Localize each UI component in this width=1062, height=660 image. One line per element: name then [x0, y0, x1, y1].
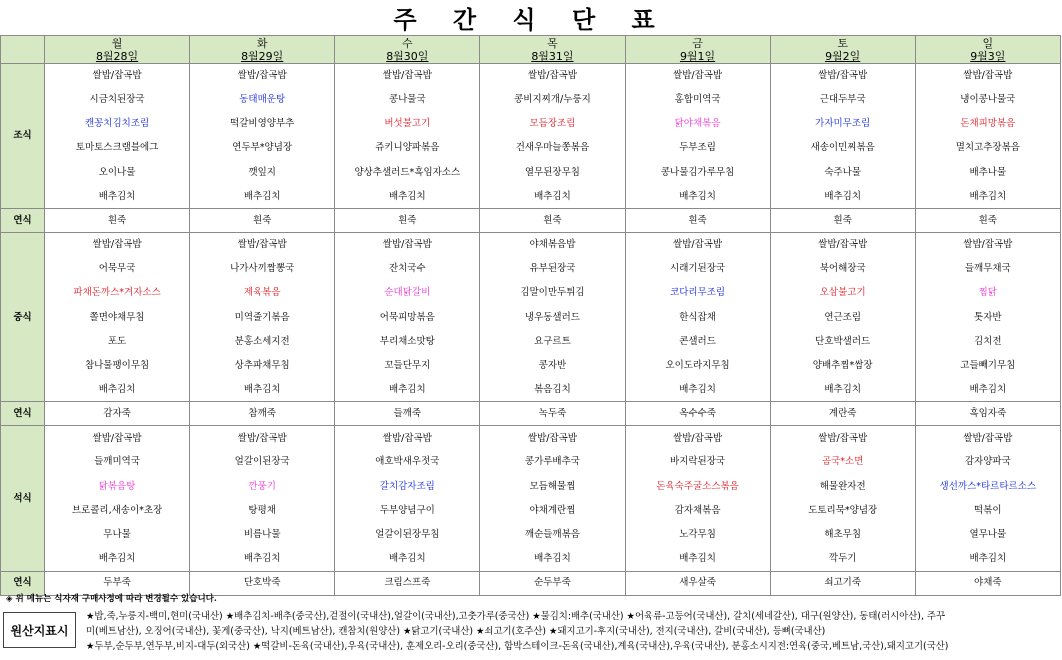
porridge-item: 녹두죽 [480, 402, 625, 426]
menu-item: 배추김치 [915, 184, 1060, 208]
origin-label: 원산지표시 [3, 612, 76, 648]
menu-item: 도토리묵*양념장 [770, 499, 915, 523]
menu-item: 야채볶음밥 [480, 233, 625, 257]
menu-item: 배추김치 [45, 184, 190, 208]
day-header [480, 36, 625, 64]
menu-item: 열무된장무침 [480, 160, 625, 184]
menu-item: 콩자반 [480, 354, 625, 378]
day-date: 9월3일 [970, 49, 1006, 63]
menu-item: 배추김치 [480, 547, 625, 571]
porridge-item: 흰죽 [335, 209, 480, 233]
menu-item: 깐풍기 [190, 474, 335, 498]
menu-item: 쌀밥/잡곡밥 [190, 64, 335, 88]
menu-item: 떡갈비영양부추 [190, 112, 335, 136]
menu-item: 유부된장국 [480, 257, 625, 281]
porridge-item: 두부죽 [45, 571, 190, 595]
snack2-row [1, 402, 1061, 426]
menu-item: 감자채볶음 [625, 499, 770, 523]
menu-item: 시래기된장국 [625, 257, 770, 281]
porridge-item: 크림스프죽 [335, 571, 480, 595]
menu-item: 쌀밥/잡곡밥 [335, 426, 480, 450]
menu-item: 해물완자전 [770, 474, 915, 498]
menu-item: 오이도라지무침 [625, 354, 770, 378]
porridge-item: 흰죽 [625, 209, 770, 233]
menu-item: 브로콜리,새송이*초장 [45, 499, 190, 523]
meal-label-snack3: 연식 [1, 571, 45, 595]
menu-item: 가자미무조림 [770, 112, 915, 136]
menu-item: 김말이만두튀김 [480, 281, 625, 305]
meal-label-snack1: 연식 [1, 209, 45, 233]
menu-item: 배추김치 [625, 184, 770, 208]
menu-item: 꼬들단무지 [335, 354, 480, 378]
meal-label-breakfast: 조식 [1, 64, 45, 209]
menu-item: 배추김치 [770, 378, 915, 402]
day-name: 토 [837, 36, 848, 50]
menu-item: 배추김치 [335, 184, 480, 208]
menu-item: 연두부*양념장 [190, 136, 335, 160]
meal-label-snack2: 연식 [1, 402, 45, 426]
menu-item: 배추김치 [190, 547, 335, 571]
porridge-item: 야채죽 [915, 571, 1060, 595]
menu-item: 볶음김치 [480, 378, 625, 402]
menu-item: 어묵피망볶음 [335, 305, 480, 329]
menu-item: 곰국*소면 [770, 450, 915, 474]
breakfast-row [1, 160, 1061, 184]
menu-item: 양상추샐러드*흑임자소스 [335, 160, 480, 184]
menu-item: 시금치된장국 [45, 88, 190, 112]
menu-item: 파채돈까스*겨자소스 [45, 281, 190, 305]
menu-item: 쥬키니양파볶음 [335, 136, 480, 160]
snack1-row [1, 209, 1061, 233]
porridge-item: 들깨죽 [335, 402, 480, 426]
menu-item: 양배추찜*쌈장 [770, 354, 915, 378]
menu-item: 닭볶음탕 [45, 474, 190, 498]
page-title: 주 간 식 단 표 [393, 5, 669, 34]
menu-item: 배추김치 [335, 547, 480, 571]
meal-label-lunch: 중식 [1, 233, 45, 402]
menu-item: 깨순들깨볶음 [480, 523, 625, 547]
porridge-item: 흰죽 [915, 209, 1060, 233]
menu-item: 배추김치 [770, 184, 915, 208]
menu-item: 배추김치 [915, 547, 1060, 571]
porridge-item: 흑임자죽 [915, 402, 1060, 426]
menu-item: 비름나물 [190, 523, 335, 547]
porridge-item: 참깨죽 [190, 402, 335, 426]
menu-item: 쌀밥/잡곡밥 [625, 426, 770, 450]
menu-item: 찜닭 [915, 281, 1060, 305]
menu-item: 배추김치 [480, 184, 625, 208]
porridge-item: 흰죽 [45, 209, 190, 233]
porridge-item: 감자죽 [45, 402, 190, 426]
menu-item: 얼갈이된장무침 [335, 523, 480, 547]
menu-item: 요구르트 [480, 329, 625, 353]
menu-item: 떡볶이 [915, 499, 1060, 523]
day-header [770, 36, 915, 64]
menu-item: 해초무침 [770, 523, 915, 547]
menu-item: 잔치국수 [335, 257, 480, 281]
menu-item: 포도 [45, 329, 190, 353]
menu-item: 야채계란찜 [480, 499, 625, 523]
day-name: 일 [982, 36, 994, 50]
lunch-row [1, 329, 1061, 353]
menu-item: 코다리무조림 [625, 281, 770, 305]
menu-item: 참나물팽이무침 [45, 354, 190, 378]
menu-item: 오삼불고기 [770, 281, 915, 305]
menu-item: 쌀밥/잡곡밥 [335, 233, 480, 257]
menu-item: 근대두부국 [770, 88, 915, 112]
menu-item: 오이나물 [45, 160, 190, 184]
menu-item: 탕평채 [190, 499, 335, 523]
origin-line: ★밥,죽,누룽지-백미,현미(국내산) ★배추김치-배추(중국산),겉절이(국내산),얼갈이(국내산),고춧가루(중국산) ★물김치:배추(국내산) ★어육류-고등어(국내산), 갈치(세네갈산), 대구(원양산), 동태(러시아산), 주꾸 [86, 611, 946, 622]
menu-item: 건새우마늘쫑볶음 [480, 136, 625, 160]
menu-item: 동태매운탕 [190, 88, 335, 112]
menu-item: 톳자반 [915, 305, 1060, 329]
menu-item: 쌀밥/잡곡밥 [915, 426, 1060, 450]
lunch-row [1, 257, 1061, 281]
menu-item: 상추파채무침 [190, 354, 335, 378]
menu-item: 두부조림 [625, 136, 770, 160]
menu-item: 쌀밥/잡곡밥 [45, 233, 190, 257]
day-date: 9월1일 [679, 49, 716, 63]
day-header [335, 36, 480, 64]
menu-body [1, 64, 1061, 596]
menu-item: 김치전 [915, 329, 1060, 353]
menu-item: 쌀밥/잡곡밥 [190, 233, 335, 257]
day-date: 8월31일 [531, 49, 574, 63]
day-date: 8월28일 [95, 49, 139, 63]
weekly-menu-table [0, 35, 1061, 596]
day-header [915, 36, 1060, 64]
menu-item: 쌀밥/잡곡밥 [770, 426, 915, 450]
change-notice: ◈ 위 메뉴는 식자재 구매사정에 따라 변경될수 있습니다. [6, 594, 217, 604]
menu-item: 캔꽁치김치조림 [45, 112, 190, 136]
breakfast-row [1, 136, 1061, 160]
day-date: 9월2일 [825, 49, 861, 63]
lunch-row [1, 305, 1061, 329]
menu-item: 토마토스크램블에그 [45, 136, 190, 160]
menu-item: 멸치고추장볶음 [915, 136, 1060, 160]
menu-item: 순대닭갈비 [335, 281, 480, 305]
origin-line: 미(베트남산), 오징어(국내산), 꽃게(중국산), 낙지(베트남산), 캔참치(원양산) ★닭고기(국내산) ★쇠고기(호주산) ★돼지고기-후지(국내산), 전지(국내산), 갈비(국내산), 등뼈(국내산) [86, 626, 826, 637]
menu-item: 숙주나물 [770, 160, 915, 184]
menu-item: 닭야채볶음 [625, 112, 770, 136]
origin-text [86, 609, 1058, 654]
menu-item: 애호박새우젓국 [335, 450, 480, 474]
day-name: 목 [547, 36, 558, 50]
menu-item: 콩나물국 [335, 88, 480, 112]
breakfast-row [1, 88, 1061, 112]
lunch-row [1, 354, 1061, 378]
menu-item: 콘샐러드 [625, 329, 770, 353]
menu-item: 홍합미역국 [625, 88, 770, 112]
menu-item: 고들빼기무침 [915, 354, 1060, 378]
menu-item: 두부양념구이 [335, 499, 480, 523]
origin-line: ★두부,순두부,연두부,비지-대두(외국산) ★떡갈비-돈육(국내산),우육(국내산), 훈제오리-오리(중국산), 함박스테이크-돈육(국내산),계육(국내산),우육(국내산), 분홍소시지전:연육(중국,베트남,국산),돼지고기(국산) [86, 641, 949, 652]
porridge-item: 새우살죽 [625, 571, 770, 595]
menu-item: 냉이콩나물국 [915, 88, 1060, 112]
menu-item: 열무나물 [915, 523, 1060, 547]
porridge-item: 흰죽 [480, 209, 625, 233]
menu-item: 쌀밥/잡곡밥 [770, 233, 915, 257]
day-header [190, 36, 335, 64]
day-date: 8월29일 [241, 49, 284, 63]
menu-item: 깍두기 [770, 547, 915, 571]
day-name: 화 [256, 36, 268, 50]
menu-item: 분홍소세지전 [190, 329, 335, 353]
menu-item: 새송이민찌볶음 [770, 136, 915, 160]
menu-item: 노각무침 [625, 523, 770, 547]
menu-item: 제육볶음 [190, 281, 335, 305]
menu-item: 배추김치 [625, 547, 770, 571]
menu-item: 한식잡채 [625, 305, 770, 329]
menu-item: 감자양파국 [915, 450, 1060, 474]
lunch-row [1, 378, 1061, 402]
menu-item: 깻잎지 [190, 160, 335, 184]
menu-item: 배추김치 [335, 378, 480, 402]
day-header [45, 36, 190, 64]
menu-item: 배추김치 [45, 547, 190, 571]
menu-item: 배추나물 [915, 160, 1060, 184]
porridge-item: 옥수수죽 [625, 402, 770, 426]
porridge-item: 계란죽 [770, 402, 915, 426]
menu-item: 생선까스*타르타르소스 [915, 474, 1060, 498]
porridge-item: 흰죽 [770, 209, 915, 233]
menu-item: 쌀밥/잡곡밥 [770, 64, 915, 88]
menu-item: 배추김치 [190, 184, 335, 208]
menu-item: 쌀밥/잡곡밥 [45, 426, 190, 450]
menu-item: 연근조림 [770, 305, 915, 329]
dinner-row [1, 450, 1061, 474]
meal-label-dinner: 석식 [1, 426, 45, 571]
menu-item: 배추김치 [915, 378, 1060, 402]
porridge-item: 순두부죽 [480, 571, 625, 595]
menu-item: 돈채피망볶음 [915, 112, 1060, 136]
menu-item: 쌀밥/잡곡밥 [625, 233, 770, 257]
porridge-item: 쇠고기죽 [770, 571, 915, 595]
menu-item: 모듬장조림 [480, 112, 625, 136]
day-header [625, 36, 770, 64]
lunch-row [1, 233, 1061, 257]
menu-item: 어묵무국 [45, 257, 190, 281]
menu-item: 북어해장국 [770, 257, 915, 281]
menu-item: 갈치감자조림 [335, 474, 480, 498]
menu-item: 나가사끼짬뽕국 [190, 257, 335, 281]
menu-item: 쌀밥/잡곡밥 [45, 64, 190, 88]
menu-item: 배추김치 [45, 378, 190, 402]
dinner-row [1, 426, 1061, 450]
menu-item: 버섯불고기 [335, 112, 480, 136]
dinner-row [1, 474, 1061, 498]
lunch-row [1, 281, 1061, 305]
day-name: 월 [111, 36, 123, 50]
menu-item: 콩가루배추국 [480, 450, 625, 474]
menu-item: 미역줄기볶음 [190, 305, 335, 329]
menu-item: 단호박샐러드 [770, 329, 915, 353]
menu-item: 쌀밥/잡곡밥 [915, 64, 1060, 88]
menu-item: 쌀밥/잡곡밥 [190, 426, 335, 450]
menu-item: 냉우동샐러드 [480, 305, 625, 329]
menu-item: 돈육숙주굴소스볶음 [625, 474, 770, 498]
breakfast-row [1, 64, 1061, 88]
menu-item: 배추김치 [625, 378, 770, 402]
day-date: 8월30일 [386, 49, 429, 63]
menu-item: 모듬해물찜 [480, 474, 625, 498]
day-name: 수 [401, 36, 413, 50]
menu-item: 콩비지찌개/누룽지 [480, 88, 625, 112]
breakfast-row [1, 184, 1061, 208]
porridge-item: 단호박죽 [190, 571, 335, 595]
porridge-item: 흰죽 [190, 209, 335, 233]
day-header-row [1, 36, 1061, 64]
dinner-row [1, 547, 1061, 571]
header-corner [1, 36, 45, 64]
menu-item: 얼갈이된장국 [190, 450, 335, 474]
menu-item: 쌀밥/잡곡밥 [335, 64, 480, 88]
menu-item: 쌀밥/잡곡밥 [480, 426, 625, 450]
breakfast-row [1, 112, 1061, 136]
menu-item: 들깨미역국 [45, 450, 190, 474]
menu-item: 배추김치 [190, 378, 335, 402]
menu-item: 쌀밥/잡곡밥 [625, 64, 770, 88]
menu-item: 부리채소맛탕 [335, 329, 480, 353]
day-name: 금 [692, 36, 703, 50]
menu-item: 쌀밥/잡곡밥 [480, 64, 625, 88]
menu-item: 바지락된장국 [625, 450, 770, 474]
dinner-row [1, 523, 1061, 547]
menu-item: 쫄면야채무침 [45, 305, 190, 329]
dinner-row [1, 499, 1061, 523]
menu-item: 무나물 [45, 523, 190, 547]
menu-item: 들깨무채국 [915, 257, 1060, 281]
menu-item: 콩나물김가루무침 [625, 160, 770, 184]
menu-item: 쌀밥/잡곡밥 [915, 233, 1060, 257]
